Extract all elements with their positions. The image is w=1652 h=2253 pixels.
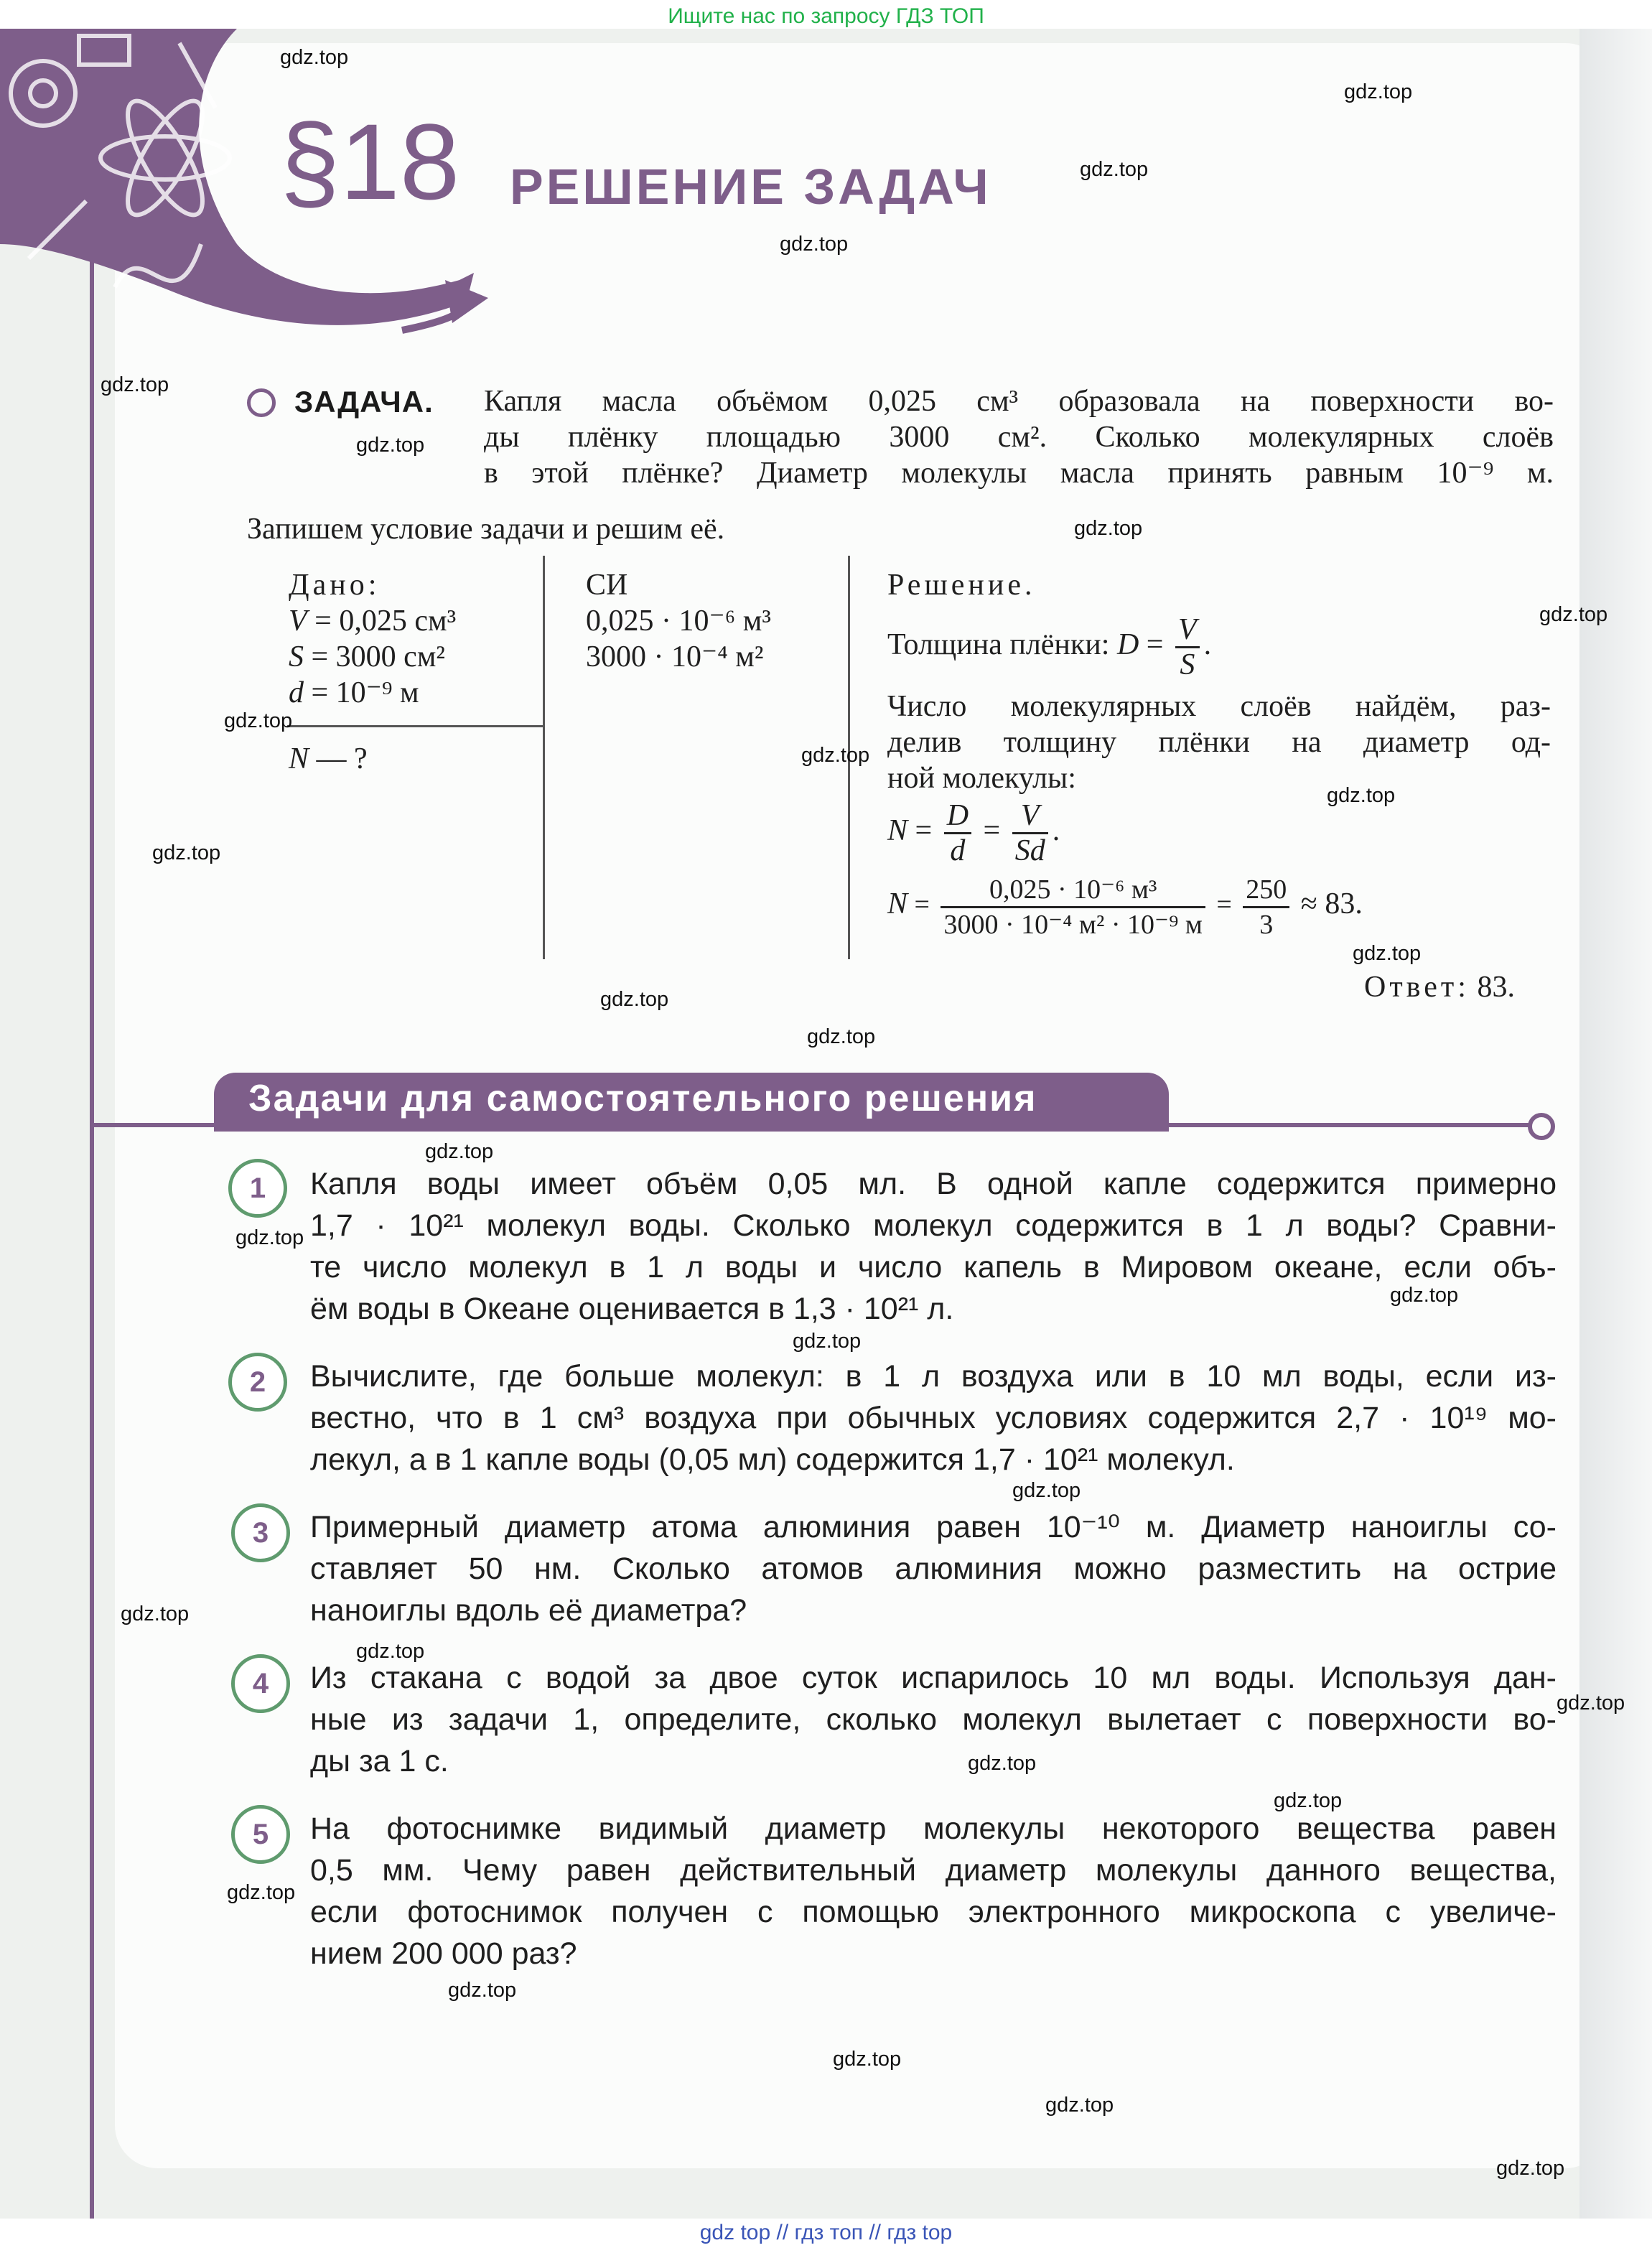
task-bullet-icon xyxy=(247,388,276,417)
watermark: gdz.top xyxy=(356,434,425,457)
find-value: — ? xyxy=(316,742,368,775)
exercise-number: 4 xyxy=(231,1654,290,1713)
exercise-number: 5 xyxy=(231,1805,290,1864)
divider-given-si xyxy=(543,556,545,959)
task-text xyxy=(484,383,1554,491)
exercise-line: На фотоснимке видимый диаметр молекулы некоторого вещества равен xyxy=(310,1811,1557,1846)
divider-given-find xyxy=(287,725,543,727)
exercise-line: ём воды в Океане оценивается в 1,3 · 10²¹ л. xyxy=(310,1292,954,1326)
fraction-numerator: 0,025 · 10⁻⁶ м³ xyxy=(941,873,1205,908)
task-line: Капля масла объёмом 0,025 см³ образовала на поверхности во- xyxy=(484,385,1554,418)
si-line: 3000 · 10⁻⁴ м² xyxy=(586,640,764,673)
solution-line: Число молекулярных слоёв найдём, раз- xyxy=(887,690,1551,723)
symbol-D: D xyxy=(1116,628,1139,662)
formula-n-calc xyxy=(887,873,1551,941)
watermark: gdz.top xyxy=(1045,2094,1114,2117)
approx-result: ≈ 83. xyxy=(1300,887,1363,921)
watermark: gdz.top xyxy=(227,1881,296,1904)
given-d-symbol: d xyxy=(289,676,304,709)
bottom-banner[interactable]: gdz top // гдз топ // гдз top xyxy=(699,2221,953,2244)
si-line: 0,025 · 10⁻⁶ м³ xyxy=(586,605,771,638)
exercise-line: ставляет 50 нм. Сколько атомов алюминия можно разместить на острие xyxy=(310,1552,1557,1586)
watermark: gdz.top xyxy=(780,233,849,256)
watermark: gdz.top xyxy=(801,744,870,767)
exercise-text xyxy=(310,1356,1557,1480)
watermark: gdz.top xyxy=(224,709,293,732)
fraction-denominator: S xyxy=(1180,648,1195,681)
exercise-line: 0,5 мм. Чему равен действительный диаметр молекулы данного вещества, xyxy=(310,1853,1557,1888)
fraction-numerator: V xyxy=(1175,613,1200,648)
solution-line: делив толщину плёнки на диаметр од- xyxy=(887,726,1551,759)
given-s xyxy=(289,639,456,675)
fraction-numerator: V xyxy=(1012,799,1048,834)
thickness-label: Толщина плёнки: xyxy=(887,628,1110,662)
given-header: Дано: xyxy=(289,569,381,602)
intro-text: Запишем условие задачи и решим её. xyxy=(247,513,725,546)
fraction-V-Sd xyxy=(1012,799,1048,867)
given-block xyxy=(289,567,456,711)
exercise-line: Вычислите, где больше молекул: в 1 л воздуха или в 10 мл воды, если из- xyxy=(310,1359,1557,1394)
watermark: gdz.top xyxy=(425,1140,494,1163)
answer-value: 83. xyxy=(1477,971,1515,1004)
si-block xyxy=(586,567,771,675)
fraction-numerator: 250 xyxy=(1243,873,1289,908)
exercise-line: наноиглы вдоль её диаметра? xyxy=(310,1593,747,1628)
given-v-value: = 0,025 см³ xyxy=(314,605,457,638)
exercises-title: Задачи для самостоятельного решения xyxy=(248,1078,1037,1119)
exercise-text xyxy=(310,1808,1557,1974)
exercise-line: если фотоснимок получен с помощью электронного микроскопа с увеличе- xyxy=(310,1895,1557,1929)
watermark: gdz.top xyxy=(1353,942,1422,965)
exercise-text xyxy=(310,1506,1557,1631)
watermark: gdz.top xyxy=(356,1640,425,1663)
watermark: gdz.top xyxy=(807,1025,876,1048)
thickness-formula xyxy=(887,613,1551,681)
exercise-number: 3 xyxy=(231,1503,290,1562)
fraction-numerator: D xyxy=(944,799,971,834)
si-header: СИ xyxy=(586,569,628,602)
watermark: gdz.top xyxy=(280,46,349,69)
formula-n xyxy=(887,799,1551,867)
task-line: в этой плёнке? Диаметр молекулы масла принять равным 10⁻⁹ м. xyxy=(484,457,1554,490)
watermark: gdz.top xyxy=(1327,784,1396,807)
exercise-text xyxy=(310,1163,1557,1330)
watermark: gdz.top xyxy=(1496,2157,1565,2180)
exercise-number: 2 xyxy=(228,1353,287,1412)
given-s-symbol: S xyxy=(289,640,304,673)
given-v xyxy=(289,603,456,639)
given-v-symbol: V xyxy=(289,605,307,638)
fraction-250-3 xyxy=(1243,873,1289,941)
watermark: gdz.top xyxy=(235,1226,304,1249)
watermark: gdz.top xyxy=(1274,1789,1343,1812)
fraction-denominator: 3000 · 10⁻⁴ м² · 10⁻⁹ м xyxy=(943,910,1203,940)
exercise-line: вестно, что в 1 см³ воздуха при обычных условиях содержится 2,7 · 10¹⁹ мо- xyxy=(310,1401,1557,1435)
top-banner[interactable]: Ищите нас по запросу ГДЗ ТОП xyxy=(668,4,984,28)
exercise-line: Из стакана с водой за двое суток испарилось 10 мл воды. Используя дан- xyxy=(310,1661,1557,1695)
given-d-value: = 10⁻⁹ м xyxy=(311,676,419,709)
section-title: РЕШЕНИЕ ЗАДАЧ xyxy=(510,159,991,215)
eq-sign: = xyxy=(914,890,930,920)
watermark: gdz.top xyxy=(968,1752,1037,1775)
task-label: ЗАДАЧА. xyxy=(294,385,434,419)
exercise-line: ды за 1 с. xyxy=(310,1744,449,1778)
exercise-line: 1,7 · 10²¹ молекул воды. Сколько молекул содержится в 1 л воды? Сравни- xyxy=(310,1208,1557,1243)
exercise-line: нием 200 000 раз? xyxy=(310,1936,577,1971)
watermark: gdz.top xyxy=(448,1979,517,2002)
symbol-N: N xyxy=(887,814,908,848)
fraction-calc xyxy=(941,873,1205,941)
exercise-line: ные из задачи 1, определите, сколько молекул вылетает с поверхности во- xyxy=(310,1702,1557,1737)
fraction-denominator: Sd xyxy=(1014,834,1045,867)
watermark: gdz.top xyxy=(101,373,169,396)
solution-header: Решение. xyxy=(887,569,1036,602)
fraction-D-d xyxy=(944,799,971,867)
solution-text xyxy=(887,689,1551,796)
exercise-text xyxy=(310,1657,1557,1782)
left-margin-line xyxy=(90,258,94,2219)
watermark: gdz.top xyxy=(1344,80,1413,103)
watermark: gdz.top xyxy=(1074,517,1143,540)
watermark: gdz.top xyxy=(793,1330,862,1353)
exercise-line: те число молекул в 1 л воды и число капель в Мировом океане, если объ- xyxy=(310,1250,1557,1284)
fraction-denominator: 3 xyxy=(1259,910,1274,940)
section-banner-end-icon xyxy=(1528,1113,1555,1140)
find-symbol: N xyxy=(289,742,309,775)
watermark: gdz.top xyxy=(152,841,221,864)
watermark: gdz.top xyxy=(1539,603,1608,626)
eq-sign: = xyxy=(983,814,1001,848)
watermark: gdz.top xyxy=(600,988,669,1011)
exercise-line: Капля воды имеет объём 0,05 мл. В одной капле содержится примерно xyxy=(310,1167,1557,1201)
exercise-line: лекул, а в 1 капле воды (0,05 мл) содержится 1,7 · 10²¹ молекул. xyxy=(310,1442,1235,1477)
task-line: ды плёнку площадью 3000 см². Сколько молекулярных слоёв xyxy=(484,421,1554,454)
eq-sign: = xyxy=(915,814,933,848)
fraction-denominator: d xyxy=(950,834,966,867)
answer xyxy=(1364,969,1515,1005)
given-s-value: = 3000 см² xyxy=(311,640,445,673)
watermark: gdz.top xyxy=(833,2048,902,2071)
fraction-v-s xyxy=(1175,613,1200,681)
given-d xyxy=(289,675,456,711)
eq-sign: = xyxy=(1146,628,1164,662)
solution-block xyxy=(887,567,1551,941)
answer-label: Ответ: xyxy=(1364,971,1470,1004)
eq-sign: = xyxy=(1216,890,1232,920)
symbol-N: N xyxy=(887,887,908,921)
section-number: §18 xyxy=(280,101,460,222)
page-edge xyxy=(1579,29,1652,2219)
watermark: gdz.top xyxy=(1390,1284,1459,1307)
watermark: gdz.top xyxy=(1557,1692,1625,1715)
watermark: gdz.top xyxy=(1080,158,1149,181)
dot: . xyxy=(1203,628,1212,662)
exercise-line: Примерный диаметр атома алюминия равен 10⁻¹⁰ м. Диаметр наноиглы со- xyxy=(310,1510,1557,1544)
watermark: gdz.top xyxy=(1012,1479,1081,1502)
find-block xyxy=(289,741,368,777)
dot: . xyxy=(1052,814,1060,848)
exercise-number: 1 xyxy=(228,1159,287,1218)
watermark: gdz.top xyxy=(121,1603,190,1625)
solution-line: ной молекулы: xyxy=(887,762,1076,795)
